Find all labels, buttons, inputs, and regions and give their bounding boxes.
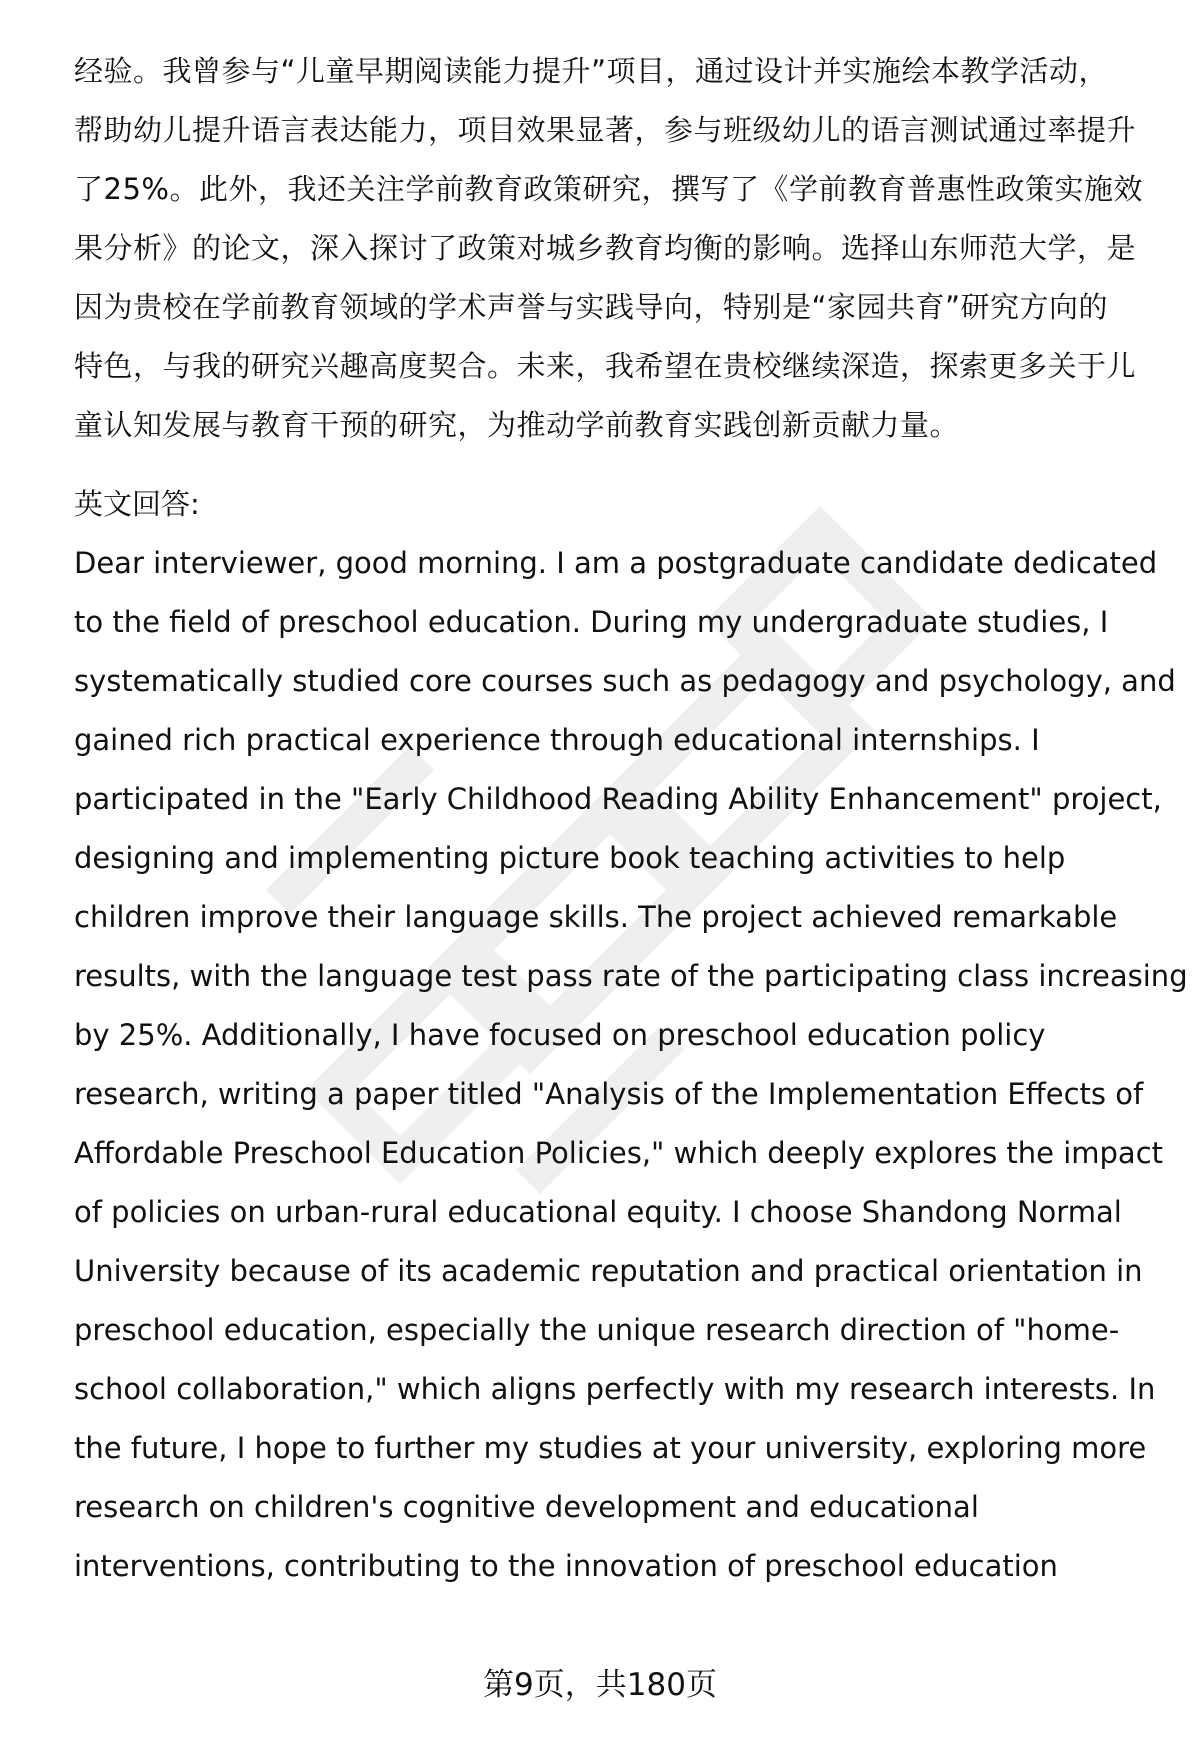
english-answer-line: University because of its academic reputation and practical orientation in xyxy=(74,1254,1143,1288)
english-answer-paragraph xyxy=(74,534,1188,1596)
page-number: 第9页，共180页 xyxy=(483,1667,717,1703)
chinese-answer-line: 经验。我曾参与“儿童早期阅读能力提升”项目，通过设计并实施绘本教学活动， xyxy=(74,54,1109,88)
chinese-answer-line: 因为贵校在学前教育领域的学术声誉与实践导向，特别是“家园共育”研究方向的 xyxy=(74,290,1109,324)
english-answer-line: designing and implementing picture book teaching activities to help xyxy=(74,841,1066,875)
chinese-answer-line: 帮助幼儿提升语言表达能力，项目效果显著，参与班级幼儿的语言测试通过率提升 xyxy=(74,113,1137,147)
english-answer-line: by 25%. Additionally, I have focused on preschool education policy xyxy=(74,1018,1046,1052)
english-answer-line: systematically studied core courses such as pedagogy and psychology, and xyxy=(74,664,1176,698)
english-answer-line: to the field of preschool education. During my undergraduate studies, I xyxy=(74,605,1109,639)
chinese-answer-line: 了25%。此外，我还关注学前教育政策研究，撰写了《学前教育普惠性政策实施效 xyxy=(74,172,1143,206)
page-content xyxy=(74,42,1188,1596)
english-answer-line: preschool education, especially the unique research direction of "home- xyxy=(74,1313,1120,1347)
english-answer-line: Dear interviewer, good morning. I am a postgraduate candidate dedicated xyxy=(74,546,1158,580)
english-answer-line: of policies on urban-rural educational equity. I choose Shandong Normal xyxy=(74,1195,1122,1229)
chinese-answer-line: 特色，与我的研究兴趣高度契合。未来，我希望在贵校继续深造，探索更多关于儿 xyxy=(74,349,1137,383)
english-answer-line: research, writing a paper titled "Analysis of the Implementation Effects of xyxy=(74,1077,1144,1111)
english-answer-heading: 英文回答: xyxy=(74,487,200,521)
english-answer-line: interventions, contributing to the innovation of preschool education xyxy=(74,1549,1058,1583)
english-answer-line: Affordable Preschool Education Policies," which deeply explores the impact xyxy=(74,1136,1164,1170)
english-answer-line: children improve their language skills. The project achieved remarkable xyxy=(74,900,1118,934)
english-answer-line: participated in the "Early Childhood Reading Ability Enhancement" project, xyxy=(74,782,1162,816)
english-answer-line: research on children's cognitive development and educational xyxy=(74,1490,979,1524)
english-answer-line: results, with the language test pass rate of the participating class increasing xyxy=(74,959,1188,993)
english-answer-line: the future, I hope to further my studies at your university, exploring more xyxy=(74,1431,1147,1465)
english-answer-line: school collaboration," which aligns perfectly with my research interests. In xyxy=(74,1372,1156,1406)
chinese-answer-line: 果分析》的论文，深入探讨了政策对城乡教育均衡的影响。选择山东师范大学，是 xyxy=(74,231,1137,265)
chinese-answer-paragraph xyxy=(74,42,1143,455)
chinese-answer-line: 童认知发展与教育干预的研究，为推动学前教育实践创新贡献力量。 xyxy=(74,408,960,442)
english-answer-line: gained rich practical experience through educational internships. I xyxy=(74,723,1040,757)
